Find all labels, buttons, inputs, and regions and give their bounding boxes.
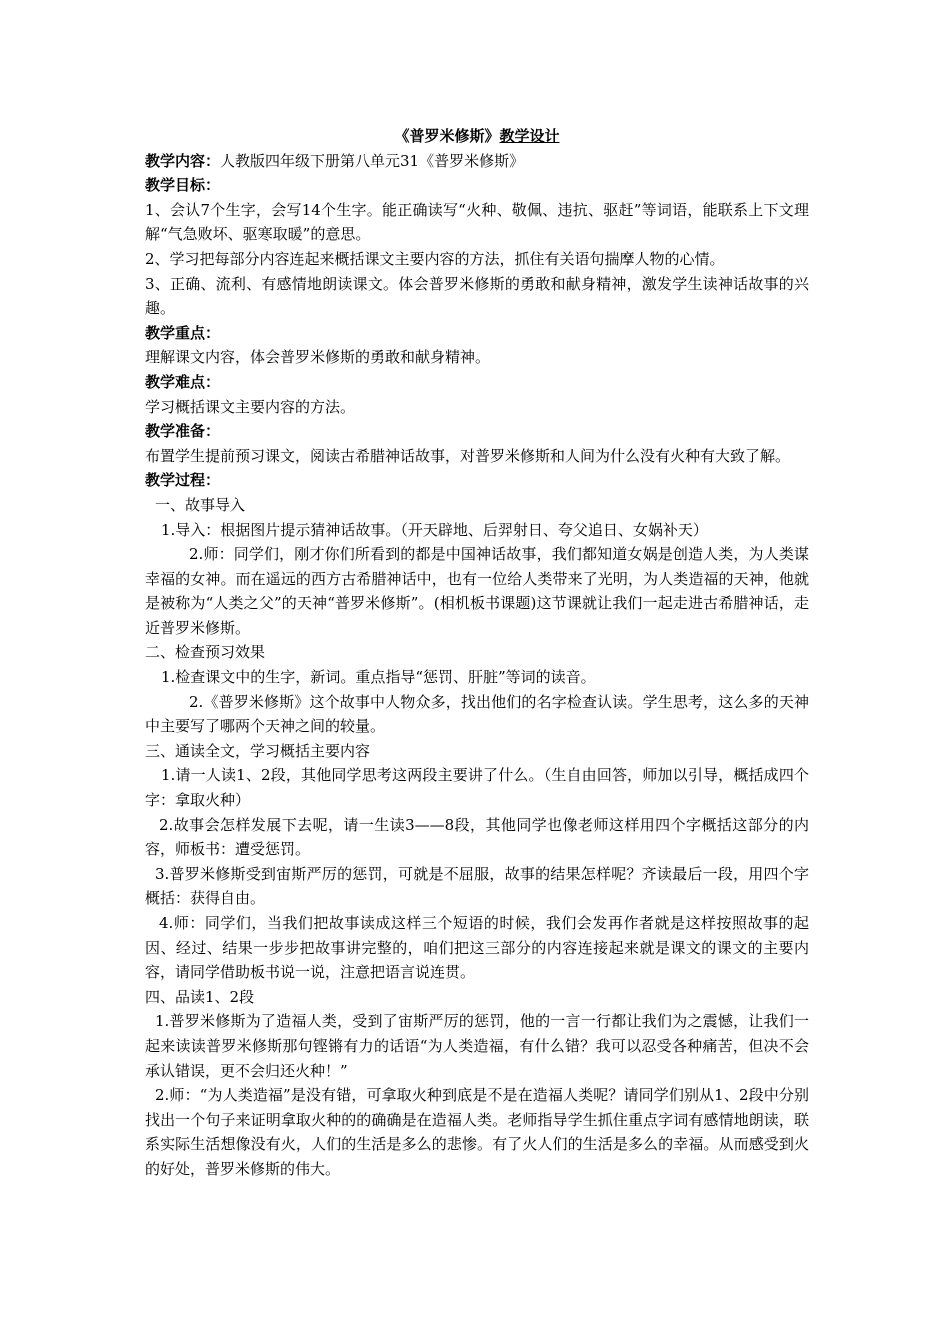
goal-item-3: 3、正确、流利、有感情地朗读课文。体会普罗米修斯的勇敢和献身精神，激发学生读神话故事的兴趣。 [145, 274, 809, 318]
section-4-heading: 四、品读1、2段 [145, 987, 255, 1006]
title-underlined: 教学设计 [499, 127, 560, 145]
difficulty-text: 学习概括课文主要内容的方法。 [145, 397, 356, 416]
content-line [145, 149, 809, 174]
document-page [145, 124, 809, 1182]
section-3-para-4: 4.师：同学们，当我们把故事读成这样三个短语的时候，我们会发再作者就是这样按照故事的起因、经过、结果一步步把故事讲完整的，咱们把这三部分的内容连接起来就是课文的课文的主要内容，请同学借助板书说一说，注意把语言说连贯。 [145, 914, 809, 982]
section-3-para-1: 1.请一人读1、2段，其他同学思考这两段主要讲了什么。（生自由回答，师加以引导，概括成四个字：拿取火种） [145, 766, 809, 810]
title-main: 《普罗米修斯》 [394, 127, 500, 145]
prep-label: 教学准备： [145, 422, 221, 441]
section-4-para-1: 1.普罗米修斯为了造福人类，受到了宙斯严厉的惩罚，他的一言一行都让我们为之震憾，让我们一起来读读普罗米修斯那句铿锵有力的话语“为人类造福，有什么错？我可以忍受各种痛苦，但决不会承认错误，更不会归还火种！” [145, 1012, 809, 1080]
section-4-para-2: 2.师：“为人类造福”是没有错，可拿取火种到底是不是在造福人类呢？请同学们别从1、2段中分别找出一个句子来证明拿取火种的的确确是在造福人类。老师指导学生抓住重点字词有感情地朗读，联系实际生活想像没有火，人们的生活是多么的悲惨。有了火人们的生活是多么的幸福。从而感受到火的好处，普罗米修斯的伟大。 [145, 1086, 809, 1178]
section-3-heading: 三、通读全文，学习概括主要内容 [145, 741, 371, 760]
key-text: 理解课文内容，体会普罗米修斯的勇敢和献身精神。 [145, 348, 491, 367]
section-3-para-3: 3.普罗米修斯受到宙斯严厉的惩罚，可就是不屈服，故事的结果怎样呢？齐读最后一段，用四个字概括：获得自由。 [145, 864, 809, 908]
goal-item-2: 2、学习把每部分内容连起来概括课文主要内容的方法，抓住有关语句揣摩人物的心情。 [145, 249, 725, 268]
goals-label: 教学目标： [145, 176, 221, 195]
content-label: 教学内容： [145, 151, 221, 170]
section-2-para-1: 1.检查课文中的生字，新词。重点指导“惩罚、肝脏”等词的读音。 [161, 668, 596, 687]
section-1-para-1: 1.导入：根据图片提示猜神话故事。（开天辟地、后羿射日、夸父追日、女娲补天） [161, 520, 708, 539]
section-1-heading: 一、故事导入 [155, 495, 246, 514]
prep-text: 布置学生提前预习课文，阅读古希腊神话故事，对普罗米修斯和人间为什么没有火种有大致了解。 [145, 446, 791, 465]
key-label: 教学重点： [145, 323, 221, 342]
section-1-para-2: 2.师：同学们，刚才你们所看到的都是中国神话故事，我们都知道女娲是创造人类，为人类谋幸福的女神。而在遥远的西方古希腊神话中，也有一位给人类带来了光明，为人类造福的天神，他就是被称为“人类之父”的天神“普罗米修斯”。(相机板书课题)这节课就让我们一起走进古希腊神话，走近普罗米修斯。 [145, 545, 809, 637]
section-2-heading: 二、检查预习效果 [145, 643, 266, 662]
difficulty-label: 教学难点： [145, 372, 221, 391]
goal-item-1: 1、会认7个生字，会写14个生字。能正确读写“火种、敬佩、违抗、驱赶”等词语，能联系上下文理解“气急败坏、驱寒取暖”的意思。 [145, 200, 809, 244]
section-3-para-2: 2.故事会怎样发展下去呢，请一生读3——8段，其他同学也像老师这样用四个字概括这部分的内容，师板书：遭受惩罚。 [145, 815, 809, 859]
section-2-para-2: 2.《普罗米修斯》这个故事中人物众多，找出他们的名字检查认读。学生思考，这么多的天神中主要写了哪两个天神之间的较量。 [145, 692, 809, 736]
document-title [145, 124, 809, 149]
process-label: 教学过程： [145, 471, 221, 490]
content-text: 人教版四年级下册第八单元31《普罗米修斯》 [220, 151, 525, 170]
